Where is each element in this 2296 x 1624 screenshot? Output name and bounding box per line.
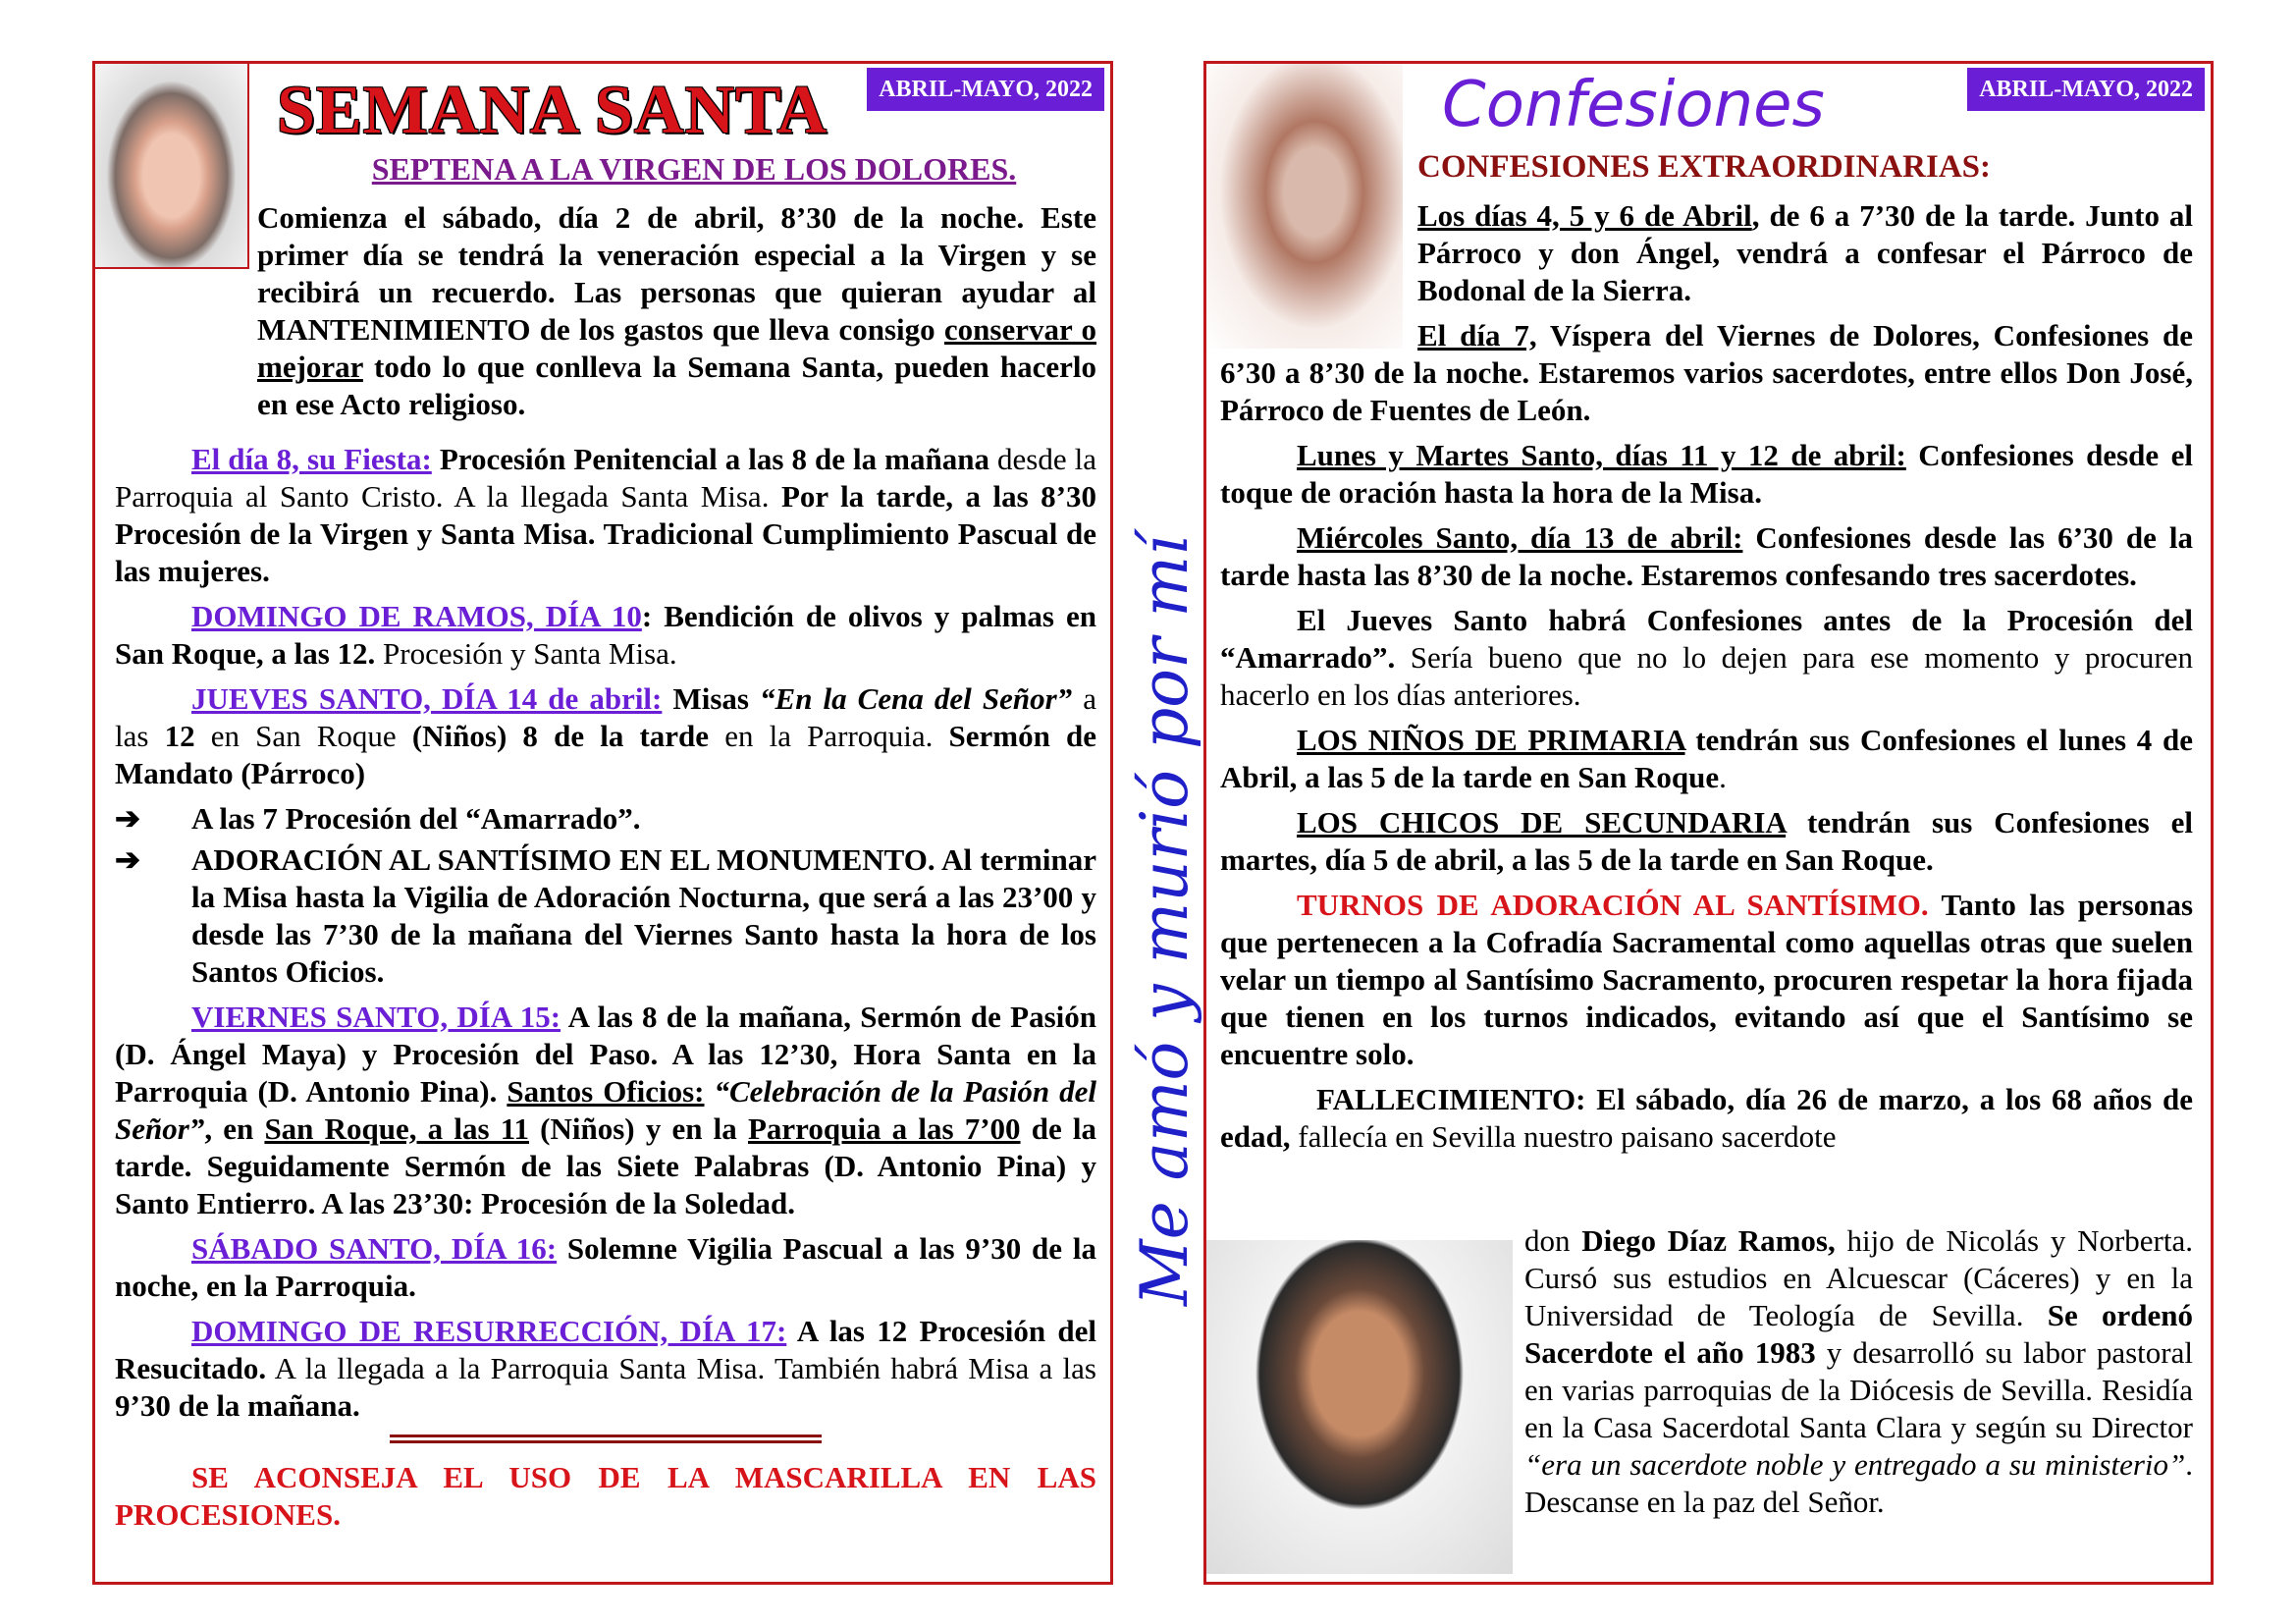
priest-portrait-photo [1206, 1240, 1513, 1574]
text: desde la Parroquia al Santo Cristo. A la llegada Santa Misa. [115, 442, 1096, 514]
mascarilla-warning: SE ACONSEJA EL USO DE LA MASCARILLA EN LAS PROCESIONES. [115, 1460, 1096, 1532]
confesiones-top-text [1417, 197, 2193, 317]
text: Parroquia a las 7’00 [747, 1111, 1021, 1146]
confesiones-body [1220, 317, 2193, 1156]
confesiones-heading [1417, 148, 2193, 186]
schedule-body [115, 441, 1096, 1542]
text: Por la tarde, a las 8’30 Procesión de la Virgen y Santa Misa. Tradicional Cumplimiento Pascual de las mujeres. [115, 479, 1096, 588]
text: Miércoles Santo, día 13 de abril: [1297, 520, 1743, 555]
text: Misas [662, 681, 761, 716]
text: VIERNES SANTO, DÍA 15: [191, 1000, 561, 1034]
text: “era un sacerdote noble y entregado a su ministerio” [1524, 1447, 2186, 1482]
text: Confesiones desde las 6’30 de la tarde hasta las 8’30 de la noche. Estaremos confesando tres sacerdotes. [1220, 520, 2193, 592]
date-badge: ABRIL-MAYO, 2022 [1967, 68, 2205, 111]
paragraph-obituary [1524, 1222, 2193, 1521]
text: “Celebración de la Pasión del Señor” [115, 1074, 1097, 1146]
text: LOS NIÑOS DE PRIMARIA [1297, 723, 1685, 757]
motto-vertical-text: Me amó y murió por mí [1127, 534, 1202, 1306]
text: San Roque, a las 11 [264, 1111, 529, 1146]
text: 12 [164, 719, 195, 753]
text: Víspera del Viernes de Dolores, Confesiones de 6’30 a 8’30 de la noche. Estaremos varios sacerdotes, entre ellos Don José, Párroco de Fuentes de León. [1220, 318, 2193, 427]
text: FALLECIMIENTO: El sábado, día 26 de marzo, a los 68 años de edad, [1220, 1082, 2193, 1154]
text: Lunes y Martes Santo, días 11 y 12 de abril: [1297, 438, 1906, 472]
date-badge: ABRIL-MAYO, 2022 [867, 68, 1104, 111]
text: DOMINGO DE RESURRECCIÓN, DÍA 17: [191, 1314, 787, 1348]
page-title: SEMANA SANTA [277, 73, 828, 148]
text: Se ordenó Sacerdote el año 1983 [1524, 1298, 2194, 1370]
paragraph-fiesta [115, 441, 1096, 590]
text: A las 7 Procesión del “Amarrado”. [191, 801, 641, 836]
arrow-icon: ➔ [115, 842, 140, 877]
text: El Jueves Santo habrá Confesiones antes de la Procesión del “Amarrado”. [1220, 603, 2193, 675]
text: tendrán sus Confesiones el lunes 4 de Abril, a las 5 de la tarde en San Roque [1220, 723, 2193, 794]
text: 9’30 de la mañana. [115, 1388, 360, 1423]
bullet-adoracion [115, 841, 1096, 991]
paragraph-jueves [115, 680, 1096, 792]
text: DOMINGO DE RAMOS, DÍA 10 [191, 599, 642, 633]
text: y desarrolló su labor pastoral en varias parroquias de la Diócesis de Sevilla. Residía en la Casa Sacerdotal Santa Clara y según su Director [1524, 1335, 2193, 1444]
paragraph-miercoles [1220, 519, 2193, 594]
divider [390, 1435, 822, 1443]
text: Sería bueno que no lo dejen para ese momento y procuren hacerlo en los días anteriores. [1220, 640, 2193, 712]
text: TURNOS DE ADORACIÓN AL SANTÍSIMO. [1297, 888, 1929, 922]
text: , de 6 a 7’30 de la tarde. Junto al Párroco y don Ángel, vendrá a confesar el Párroco de Bodonal de la Sierra. [1417, 198, 2193, 307]
arrow-icon: ➔ [115, 801, 140, 836]
text: . [1719, 760, 1727, 794]
septena-heading [292, 150, 1096, 188]
text: LOS CHICOS DE SECUNDARIA [1297, 805, 1787, 839]
paragraph-dia-7 [1220, 317, 2193, 429]
text: (Niños) 8 de la tarde [411, 719, 710, 753]
text: A la llegada a la Parroquia Santa Misa. También habrá Misa a las [266, 1351, 1096, 1385]
text: ADORACIÓN AL SANTÍSIMO EN EL MONUMENTO. Al terminar la Misa hasta la Vigilia de Adoración Nocturna, que será a las 23’00 y desde las 7’30 de la mañana del Viernes Santo hasta la hora de los Santos Oficios. [191, 842, 1096, 989]
text: en San Roque [194, 719, 412, 753]
paragraph-secundaria [1220, 804, 2193, 879]
text: A las 8 de la mañana, Sermón de Pasión (D. Ángel Maya) y Procesión del Paso. A las 12’30, Hora Santa en la Parroquia (D. Antonio Pina). [115, 1000, 1096, 1109]
paragraph-lunes-martes [1220, 437, 2193, 512]
text: todo lo que conlleva la Semana Santa, pueden hacerlo en ese Acto religioso. [257, 350, 1096, 421]
text: Confesiones desde el toque de oración hasta la hora de la Misa. [1220, 438, 2193, 510]
text: (Niños) y en la [529, 1111, 748, 1146]
septena-paragraph [257, 199, 1096, 431]
paragraph-turnos-adoracion [1220, 887, 2193, 1073]
paragraph-ramos [115, 598, 1096, 673]
text: , en [204, 1111, 265, 1146]
bullet-amarrado [115, 800, 1096, 838]
paragraph-septena [257, 199, 1096, 423]
text: El día 8, su Fiesta: [191, 442, 432, 476]
paragraph-dias-4-5-6 [1417, 197, 2193, 309]
confesiones-panel [1203, 61, 2214, 1585]
text: de la tarde. Seguidamente Sermón de las Siete Palabras (D. Antonio Pina) y Santo Entierro. A las 23’30: Procesión de la Soledad. [115, 1111, 1097, 1220]
obituary-text [1524, 1222, 2193, 1529]
text: Los días 4, 5 y 6 de Abril [1417, 198, 1752, 233]
text: Santos Oficios: [507, 1074, 705, 1109]
paragraph-viernes [115, 999, 1096, 1222]
paragraph-fallecimiento [1220, 1081, 2193, 1156]
text: Comienza el sábado, día 2 de abril, 8’30 de la noche. Este primer día se tendrá la veneración especial a la Virgen y se recibirá un recuerdo. Las personas que quieran ayudar al MANTENIMIENTO de los gastos que lleva consigo [257, 200, 1096, 347]
paragraph-jueves [1220, 602, 2193, 714]
semana-santa-panel [92, 61, 1113, 1585]
paragraph-domingo [115, 1313, 1096, 1425]
text: don [1524, 1223, 1582, 1258]
text: conservar o mejorar [257, 312, 1096, 384]
text: fallecía en Sevilla nuestro paisano sacerdote [1290, 1119, 1837, 1154]
text: SÁBADO SANTO, DÍA 16: [191, 1231, 558, 1266]
text: hijo de Nicolás y Norberta. Cursó sus estudios en Alcuescar (Cáceres) y en la Universidad de Teología de Sevilla. [1524, 1223, 2193, 1332]
text: Procesión Penitencial a las 8 de la mañana [431, 442, 989, 476]
christ-crucifix-photo [1206, 64, 1403, 349]
page-title: Confesiones [1442, 69, 1825, 141]
text: Solemne Vigilia Pascual a las 9’30 de la noche, en la Parroquia. [115, 1231, 1096, 1303]
confesiones-subtitle: CONFESIONES EXTRAORDINARIAS: [1417, 149, 1992, 185]
septena-subtitle: SEPTENA A LA VIRGEN DE LOS DOLORES. [371, 151, 1017, 187]
text: : Bendición de olivos y palmas en San Roque, a las 12. [115, 599, 1096, 671]
text: Tanto las personas que pertenecen a la Cofradía Sacramental como aquellas otras que suelen velar un tiempo al Santísimo Sacramento, procuren respetar la hora fijada que tienen en los turnos indicados, evitando así que el Santísimo se encuentre solo. [1220, 888, 2194, 1071]
text: . Descanse en la paz del Señor. [1524, 1447, 2193, 1519]
text: El día 7, [1417, 318, 1537, 352]
text: en la Parroquia. [709, 719, 949, 753]
text: a las [115, 681, 1096, 753]
text: Procesión y Santa Misa. [375, 636, 677, 671]
paragraph-sabado [115, 1230, 1096, 1305]
virgin-dolores-photo [95, 64, 249, 269]
paragraph-primaria [1220, 722, 2193, 796]
text: JUEVES SANTO, DÍA 14 de abril: [191, 681, 663, 716]
text: Diego Díaz Ramos, [1581, 1223, 1836, 1258]
text: A las 12 Procesión del Resucitado. [115, 1314, 1097, 1385]
text: tendrán sus Confesiones el martes, día 5 de abril, a las 5 de la tarde en San Roque. [1220, 805, 2193, 877]
text: Sermón de Mandato (Párroco) [115, 719, 1096, 790]
text: “En la Cena del Señor” [760, 681, 1073, 716]
